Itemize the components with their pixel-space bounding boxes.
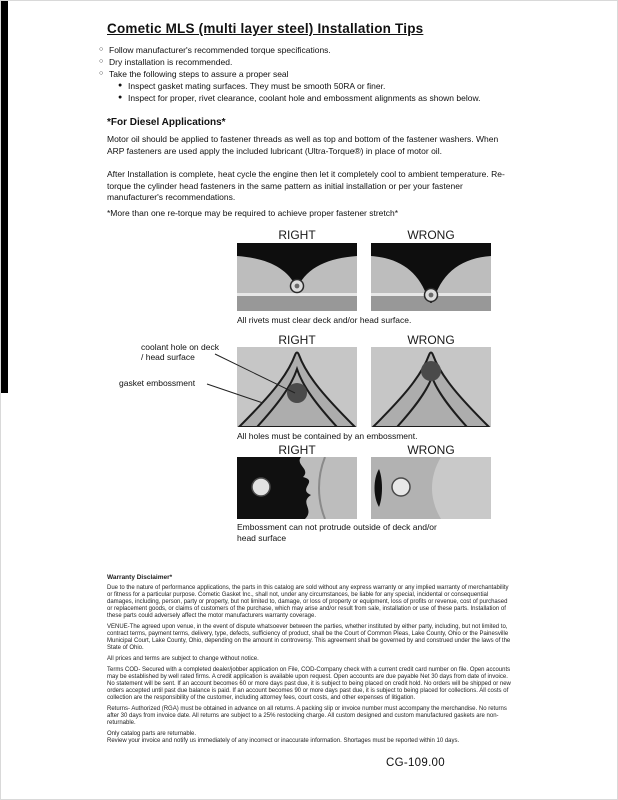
tip-item [99, 68, 517, 80]
wrong-label-row2: WRONG [407, 333, 455, 347]
open-bullet-icon: ○ [99, 58, 104, 65]
tip-item-text: Dry installation is recommended. [109, 57, 233, 67]
rivet-clearance-right-diagram [237, 243, 357, 311]
right-label-row3: RIGHT [278, 443, 316, 457]
embossment-wrong-diagram [371, 347, 491, 427]
tip-subitem-text: Inspect gasket mating surfaces. They must be smooth 50RA or finer. [128, 81, 386, 91]
rivet-wrong-illustration [371, 243, 491, 311]
left-edge-bar [1, 1, 8, 393]
diagram-caption-rivets: All rivets must clear deck and/or head surface. [237, 315, 412, 325]
tip-item [99, 56, 517, 68]
diagram-caption-protrusion: Embossment can not protrude outside of deck and/or head surface [237, 522, 437, 543]
rivet-clearance-wrong-diagram [371, 243, 491, 311]
wrong-label-row3: WRONG [407, 443, 455, 457]
protrusion-wrong-diagram [371, 457, 491, 519]
diesel-paragraph-1: Motor oil should be applied to fastener threads as well as top and bottom of the fastener washers. When ARP fasteners are used apply the included lubricant (Ultra-Torque®) in place of motor oil. [107, 134, 499, 156]
embossment-wrong-illustration [371, 347, 491, 427]
rivet-right-illustration [237, 243, 357, 311]
retorque-note: *More than one re-torque may be required to achieve proper fastener stretch* [107, 208, 399, 218]
warranty-paragraph: Only catalog parts are returnable. [107, 731, 197, 737]
tip-subitem [99, 92, 517, 104]
warranty-paragraph: Terms COD- Secured with a completed dealer/jobber application on File, COD-Company check with a current credit card number on file. Open accounts may be established by well rated firms. A credit application is available upon request. Open accounts are due payable Net 30 days from date of invoice. No statement will be sent. If an account becomes 60 or more days past due, it is subject to being placed on credit hold. No orders will be shipped or new orders accepted until past due balance is paid. If an account becomes 90 or more days past due, it is subject to being placed for collections. All costs of collection are the responsibility of the customer, including attorney fees, court costs, and other expenses of litigation. [107, 667, 511, 701]
right-label-row1: RIGHT [278, 228, 316, 242]
tip-subitem [99, 80, 517, 92]
warranty-paragraph: VENUE-The agreed upon venue, in the event of dispute whatsoever between the parties, whether instituted by either party, including, but not limited to, contract terms, payment terms, delivery, type, defects, sufficiency of product, shall be the Court of Common Pleas, Lake County, Ohio or the Painesville Municipal Court, Lake County, Ohio, depending on the amount in controversy. This agreement shall be governed by and construed under the laws of the State of Ohio. [107, 624, 511, 651]
warranty-paragraph: Due to the nature of performance applications, the parts in this catalog are sold without any express warranty or any implied warranty of merchantability or fitness for a particular purpose. Cometic Gasket Inc., shall not, under any circumstances, be liable for any special, incidental or consequential damages, including, person, party or property, but not limited to, damage, or loss of property or equipment, loss of profits or revenue, cost of purchased or replacement goods, or claims of customers of the purchase, which may arise and/or result from sale, installation or use of these parts. Installation of these parts could adversely affect the motor manufacturers warranty coverage. [107, 585, 509, 619]
right-label-row2: RIGHT [278, 333, 316, 347]
warranty-paragraph: Review your invoice and notify us immediately of any incorrect or inaccurate information. Shortages must be reported within 10 days. [107, 738, 460, 744]
protrusion-right-diagram [237, 457, 357, 519]
tip-item [99, 44, 517, 56]
warranty-section [107, 574, 514, 749]
open-bullet-icon: ○ [99, 70, 104, 77]
tip-subitem-text: Inspect for proper, rivet clearance, coolant hole and embossment alignments as shown below. [128, 93, 481, 103]
page-number: CG-109.00 [386, 757, 445, 769]
annotation-coolant-hole: coolant hole on deck / head surface [141, 342, 219, 362]
tip-item-text: Take the following steps to assure a proper seal [109, 69, 289, 79]
page-title: Cometic MLS (multi layer steel) Installation Tips [107, 21, 424, 36]
filled-bullet-icon: ● [118, 94, 123, 101]
warranty-paragraph: All prices and terms are subject to change without notice. [107, 656, 259, 662]
diesel-applications-heading: *For Diesel Applications* [107, 117, 226, 128]
diagram-caption-holes: All holes must be contained by an embossment. [237, 431, 418, 441]
protrusion-right-illustration [237, 457, 357, 519]
warranty-heading: Warranty Disclaimer* [107, 574, 173, 581]
tip-item-text: Follow manufacturer's recommended torque specifications. [109, 45, 331, 55]
embossment-right-diagram [237, 347, 357, 427]
tips-list [99, 44, 517, 104]
filled-bullet-icon: ● [118, 82, 123, 89]
open-bullet-icon: ○ [99, 46, 104, 53]
warranty-paragraph: Returns- Authorized (RGA) must be obtained in advance on all returns. A packing slip or invoice number must accompany the merchandise. No returns after 30 days from invoice date. All returns are subject to a 25% restocking charge. All custom designed and custom manufactured gaskets are non-returnable. [107, 706, 507, 726]
protrusion-wrong-illustration [371, 457, 491, 519]
annotation-gasket-embossment: gasket embossment [119, 378, 196, 388]
wrong-label-row1: WRONG [407, 228, 455, 242]
embossment-right-illustration [237, 347, 357, 427]
diesel-paragraph-2: After Installation is complete, heat cycle the engine then let it completely cool to ambient temperature. Re-torque the cylinder head fasteners in the same pattern as initial installation or per your fastener manufacturer's recommendations. [107, 169, 505, 202]
